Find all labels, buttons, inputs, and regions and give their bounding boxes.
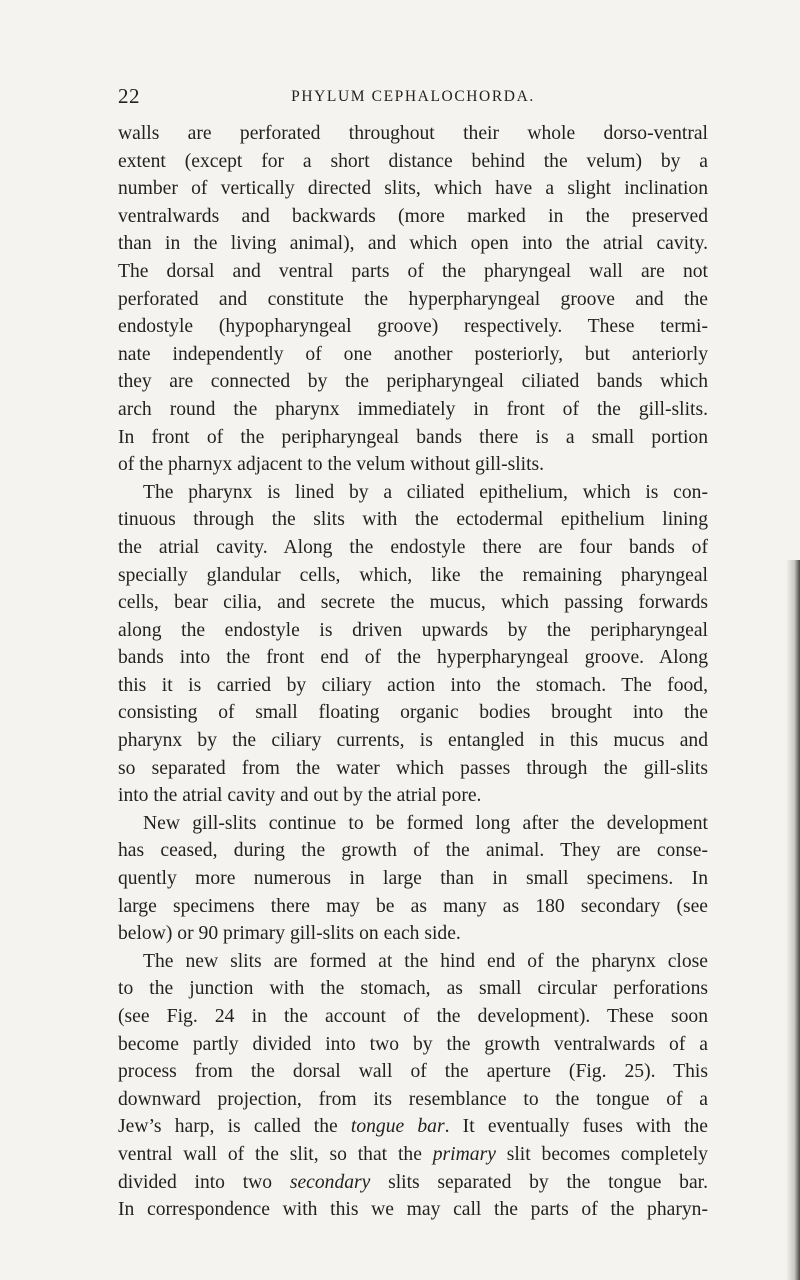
text-line: along the endostyle is driven upwards by the peripharyngeal [118, 619, 708, 641]
page-number: 22 [118, 84, 140, 108]
body-text [118, 120, 708, 1224]
text-line-with-italic [118, 1169, 708, 1197]
text-line: endostyle (hypopharyngeal groove) respectively. These termi- [118, 316, 708, 338]
text-line: they are connected by the peripharyngeal ciliated bands which [118, 371, 708, 393]
text-line-with-italic [118, 1141, 708, 1169]
text-line: number of vertically directed slits, which have a slight inclination [118, 178, 708, 200]
text-line: ventralwards and backwards (more marked in the preserved [118, 205, 708, 227]
line-text: slits separated by the tongue bar. [370, 1171, 709, 1193]
text-line: In front of the peripharyngeal bands there is a small portion [118, 426, 708, 448]
italic-term: tongue bar [350, 1116, 445, 1138]
text-line: quently more numerous in large than in small specimens. In [118, 868, 708, 890]
text-line: downward projection, from its resemblance to the tongue of a [118, 1088, 708, 1110]
line-text: ventral wall of the slit, so that the [118, 1143, 433, 1165]
line-text: . It eventually fuses with the [444, 1116, 708, 1138]
text-line: nate independently of one another posteriorly, but anteriorly [118, 343, 708, 365]
text-line: walls are perforated throughout their whole dorso-ventral [118, 123, 708, 144]
text-line: tinuous through the slits with the ectodermal epithelium lining [118, 509, 708, 531]
text-line: pharynx by the ciliary currents, is entangled in this mucus and [118, 730, 708, 752]
line-text: Jew’s harp, is called the [118, 1116, 351, 1138]
text-line: so separated from the water which passes through the gill-slits [118, 757, 708, 779]
text-line: the atrial cavity. Along the endostyle there are four bands of [118, 536, 708, 558]
text-line: become partly divided into two by the growth ventralwards of a [118, 1033, 708, 1055]
text-line: into the atrial cavity and out by the atrial pore. [118, 785, 482, 807]
line-text: slit becomes completely [495, 1143, 708, 1165]
text-line: specially glandular cells, which, like the remaining pharyngeal [118, 564, 708, 586]
italic-term: secondary [289, 1171, 371, 1193]
text-line: extent (except for a short distance behind the velum) by a [118, 150, 708, 172]
running-head: PHYLUM CEPHALOCHORDA. [291, 88, 535, 105]
text-line: cells, bear cilia, and secrete the mucus, which passing forwards [118, 592, 708, 614]
text-line: The new slits are formed at the hind end of the pharynx close [143, 950, 708, 972]
page-header [118, 84, 708, 110]
text-line: process from the dorsal wall of the aperture (Fig. 25). This [118, 1061, 708, 1083]
text-line: consisting of small floating organic bodies brought into the [118, 702, 708, 724]
text-line: (see Fig. 24 in the account of the development). These soon [118, 1006, 708, 1027]
text-line: large specimens there may be as many as 180 secondary (see [118, 895, 708, 917]
text-line-with-italic [118, 1113, 708, 1141]
text-line: In correspondence with this we may call the parts of the pharyn- [118, 1199, 708, 1221]
text-line: The pharynx is lined by a ciliated epithelium, which is con- [143, 481, 708, 503]
italic-term: primary [432, 1143, 496, 1165]
text-line: below) or 90 primary gill-slits on each side. [118, 923, 461, 945]
text-line: to the junction with the stomach, as small circular perforations [118, 978, 708, 1000]
line-text: divided into two [118, 1171, 290, 1193]
text-line: The dorsal and ventral parts of the pharyngeal wall are not [118, 260, 708, 282]
text-line: New gill-slits continue to be formed long after the development [143, 812, 708, 834]
text-line: than in the living animal), and which open into the atrial cavity. [118, 233, 708, 255]
page-edge-shadow [786, 560, 800, 1280]
text-line: bands into the front end of the hyperpharyngeal groove. Along [118, 647, 708, 669]
text-line: perforated and constitute the hyperpharyngeal groove and the [118, 288, 708, 310]
text-line: arch round the pharynx immediately in front of the gill-slits. [118, 398, 708, 420]
text-line: this it is carried by ciliary action into the stomach. The food, [118, 674, 708, 696]
text-line: has ceased, during the growth of the animal. They are conse- [118, 840, 708, 862]
text-line: of the pharnyx adjacent to the velum without gill-slits. [118, 454, 545, 476]
